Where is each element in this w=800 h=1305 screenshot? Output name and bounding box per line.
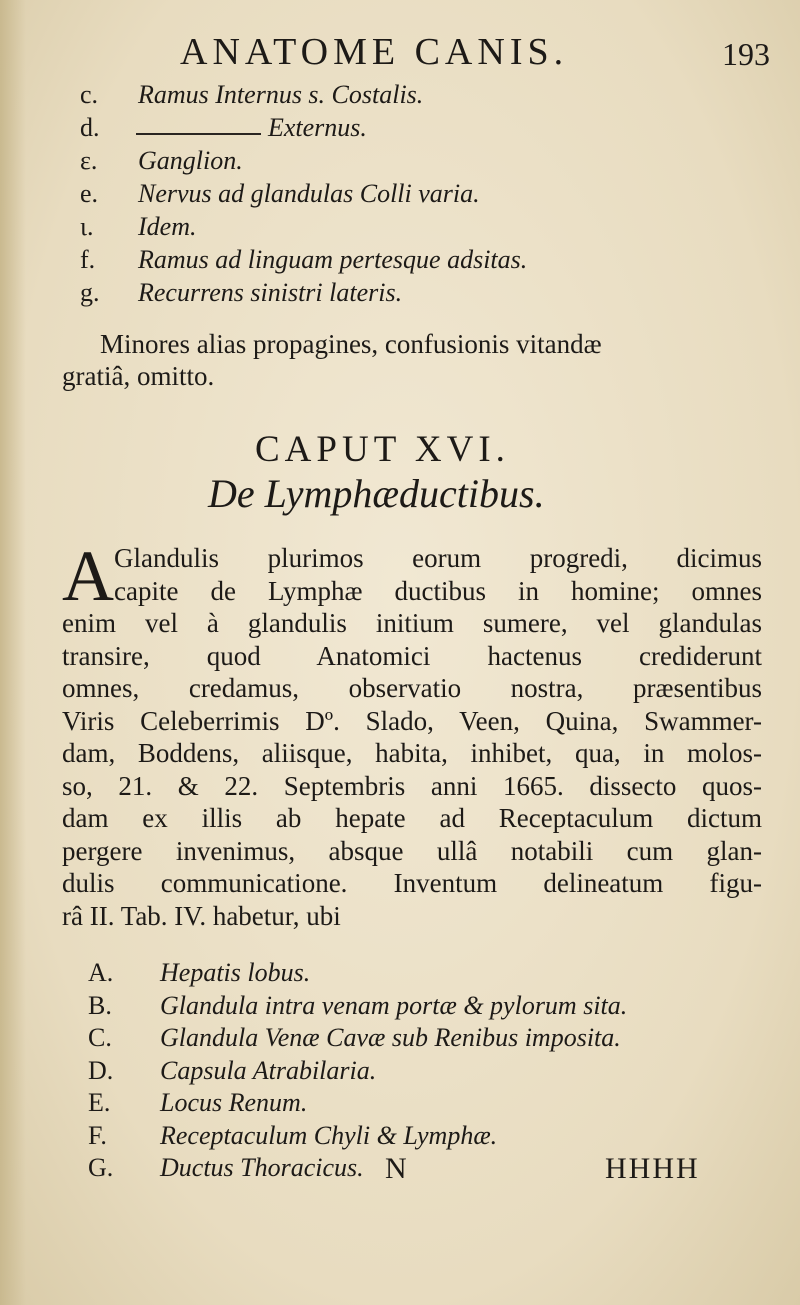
key-text: Ramus ad linguam pertesque adsitas. [138, 245, 528, 274]
legend-text: Glandula Venæ Cavæ sub Renibus imposita. [160, 1023, 621, 1052]
key-letter: c. [80, 80, 99, 109]
key-text: Recurrens sinistri lateris. [138, 278, 403, 307]
key-item [80, 146, 760, 179]
key-letter: ι. [80, 212, 94, 241]
legend-item [88, 1121, 748, 1154]
running-title: ANATOME CANIS. [180, 31, 569, 73]
catchword: HHHH [605, 1152, 700, 1185]
key-letter: d. [80, 113, 100, 142]
chapter-subtitle: De Lymphæductibus. [208, 471, 545, 516]
body-line: pergere invenimus, absque ullâ notabili cum glan- [62, 835, 762, 866]
body-line: capite de Lymphæ ductibus in homine; omnes [114, 575, 762, 606]
legend-letter: D. [88, 1055, 114, 1085]
body-line: râ II. Tab. IV. habetur, ubi [62, 900, 341, 931]
key-item [80, 113, 760, 146]
body-line: so, 21. & 22. Septembris anni 1665. dissecto quos- [62, 770, 762, 801]
legend-item [88, 1056, 748, 1089]
body-line: dam, Boddens, aliisque, habita, inhibet, qua, in molos- [62, 738, 762, 768]
legend-text: Ductus Thoracicus. [160, 1153, 364, 1182]
legend-text: Glandula intra venam portæ & pylorum sita. [160, 990, 628, 1020]
key-item [80, 179, 760, 212]
legend-item [88, 991, 748, 1024]
legend-letter: E. [88, 1088, 111, 1117]
running-header [180, 30, 770, 74]
key-text: Idem. [138, 212, 197, 241]
intro-paragraph [62, 328, 762, 392]
legend-item [88, 1088, 748, 1121]
key-item [80, 212, 760, 245]
key-letter: g. [80, 278, 100, 307]
ditto-rule [136, 133, 261, 135]
body-line: Glandulis plurimos eorum progredi, dicimus [114, 543, 762, 573]
binding-shadow [0, 0, 26, 1305]
legend-text: Hepatis lobus. [160, 958, 311, 987]
legend-item [88, 1023, 748, 1056]
key-text: Ramus Internus s. Costalis. [138, 80, 424, 109]
paragraph-line: Minores alias propagines, confusionis vitandæ [100, 329, 602, 359]
legend-text: Locus Renum. [160, 1088, 308, 1117]
key-text: Ganglion. [138, 146, 243, 175]
key-letter: f. [80, 245, 96, 274]
key-letter: e. [80, 179, 99, 208]
legend-text: Capsula Atrabilaria. [160, 1055, 377, 1085]
body-line: transire, quod Anatomici hactenus crediderunt [62, 640, 762, 671]
paragraph-line: gratiâ, omitto. [62, 361, 215, 391]
key-text: Externus. [268, 113, 367, 142]
key-item [80, 80, 760, 113]
legend-text: Receptaculum Chyli & Lymphæ. [160, 1120, 498, 1150]
body-line: enim vel à glandulis initium sumere, vel glandulas [62, 608, 762, 638]
body-line: dulis communicatione. Inventum delineatum figu- [62, 868, 762, 898]
body-line: dam ex illis ab hepate ad Receptaculum dictum [62, 803, 762, 833]
key-item [80, 245, 760, 278]
signature-mark: N [385, 1152, 407, 1185]
legend-letter: F. [88, 1120, 107, 1150]
legend-letter: A. [88, 958, 114, 987]
page-number: 193 [722, 36, 770, 72]
chapter-heading: CAPUT XVI. [255, 429, 510, 470]
body-line: Viris Celeberrimis Dº. Slado, Veen, Quina, Swammer- [62, 705, 762, 736]
legend-letter: C. [88, 1023, 112, 1052]
drop-capital: A [62, 536, 114, 616]
body-line: omnes, credamus, observatio nostra, præsentibus [62, 673, 762, 703]
legend-item [88, 958, 748, 991]
key-letter: ε. [80, 146, 98, 175]
body-paragraph [62, 536, 762, 932]
legend-letter: B. [88, 990, 112, 1020]
key-item [80, 278, 760, 311]
legend-letter: G. [88, 1153, 114, 1182]
figure-key-list [80, 80, 760, 311]
key-text: Nervus ad glandulas Colli varia. [138, 179, 480, 208]
